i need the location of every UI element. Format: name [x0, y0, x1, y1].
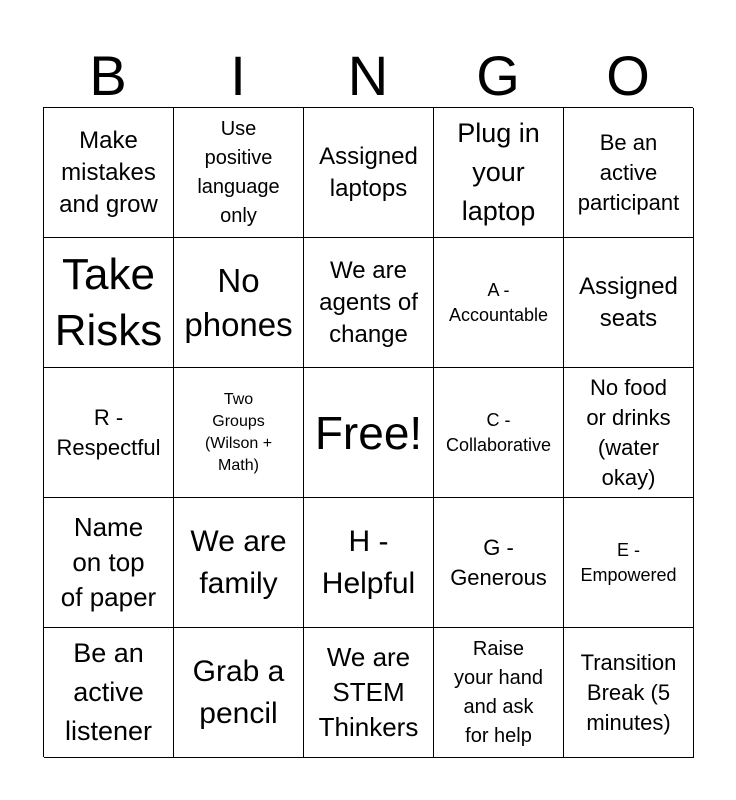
free-space-text: Free! [314, 406, 423, 459]
bingo-cell[interactable] [564, 238, 694, 368]
cell-text: We are agents of change [319, 256, 418, 348]
bingo-cell[interactable] [44, 498, 174, 628]
cell-text: Take Risks [54, 249, 163, 355]
cell-text: Two Groups (Wilson + Math) [204, 390, 273, 474]
cell-text: Transition Break (5 minutes) [580, 649, 677, 735]
cell-text: C - Collaborative [445, 409, 552, 455]
bingo-cell[interactable] [564, 628, 694, 758]
cell-text: Be an active listener [64, 638, 153, 746]
cell-text: Be an active participant [577, 129, 680, 215]
cell-text: E - Empowered [580, 539, 677, 585]
bingo-cell[interactable] [44, 238, 174, 368]
bingo-cell[interactable] [434, 238, 564, 368]
bingo-cell[interactable] [174, 498, 304, 628]
bingo-cell[interactable] [434, 628, 564, 758]
bingo-cell[interactable] [44, 108, 174, 238]
bingo-cell[interactable] [174, 108, 304, 238]
cell-text: Grab a pencil [192, 654, 285, 730]
cell-text: H - Helpful [321, 524, 416, 600]
bingo-cell[interactable] [304, 628, 434, 758]
bingo-cell[interactable] [304, 498, 434, 628]
bingo-cell[interactable] [304, 238, 434, 368]
cell-text: No phones [184, 261, 293, 343]
bingo-cell[interactable] [564, 368, 694, 498]
cell-text: Raise your hand and ask for help [454, 637, 543, 747]
bingo-cell[interactable] [564, 498, 694, 628]
bingo-cell[interactable] [434, 368, 564, 498]
cell-text: R - Respectful [56, 404, 161, 460]
cell-text: Use positive language only [197, 117, 280, 227]
bingo-cell[interactable] [434, 498, 564, 628]
bingo-board [43, 107, 693, 757]
cell-text: Plug in your laptop [457, 118, 540, 226]
bingo-cell[interactable] [174, 628, 304, 758]
cell-text: We are STEM Thinkers [318, 642, 419, 742]
cell-text: Assigned seats [579, 272, 678, 332]
bingo-cell[interactable] [304, 108, 434, 238]
header-letter-i: I [230, 44, 246, 107]
bingo-cell[interactable] [174, 238, 304, 368]
header-letter-b: B [89, 44, 127, 107]
bingo-cell[interactable] [44, 368, 174, 498]
bingo-cell[interactable] [44, 628, 174, 758]
cell-text: We are family [190, 524, 287, 600]
header-letter-o: O [606, 44, 650, 107]
bingo-header [43, 42, 693, 108]
bingo-cell[interactable] [434, 108, 564, 238]
header-letter-n: N [347, 44, 389, 107]
free-space-cell[interactable] [304, 368, 434, 498]
cell-text: Make mistakes and grow [59, 126, 158, 218]
bingo-cell[interactable] [564, 108, 694, 238]
header-letter-g: G [476, 44, 520, 107]
cell-text: G - Generous [450, 534, 547, 590]
cell-text: No food or drinks (water okay) [586, 374, 671, 490]
cell-text: Name on top of paper [60, 512, 157, 612]
bingo-cell[interactable] [174, 368, 304, 498]
cell-text: A - Accountable [448, 279, 549, 325]
cell-text: Assigned laptops [319, 142, 418, 202]
